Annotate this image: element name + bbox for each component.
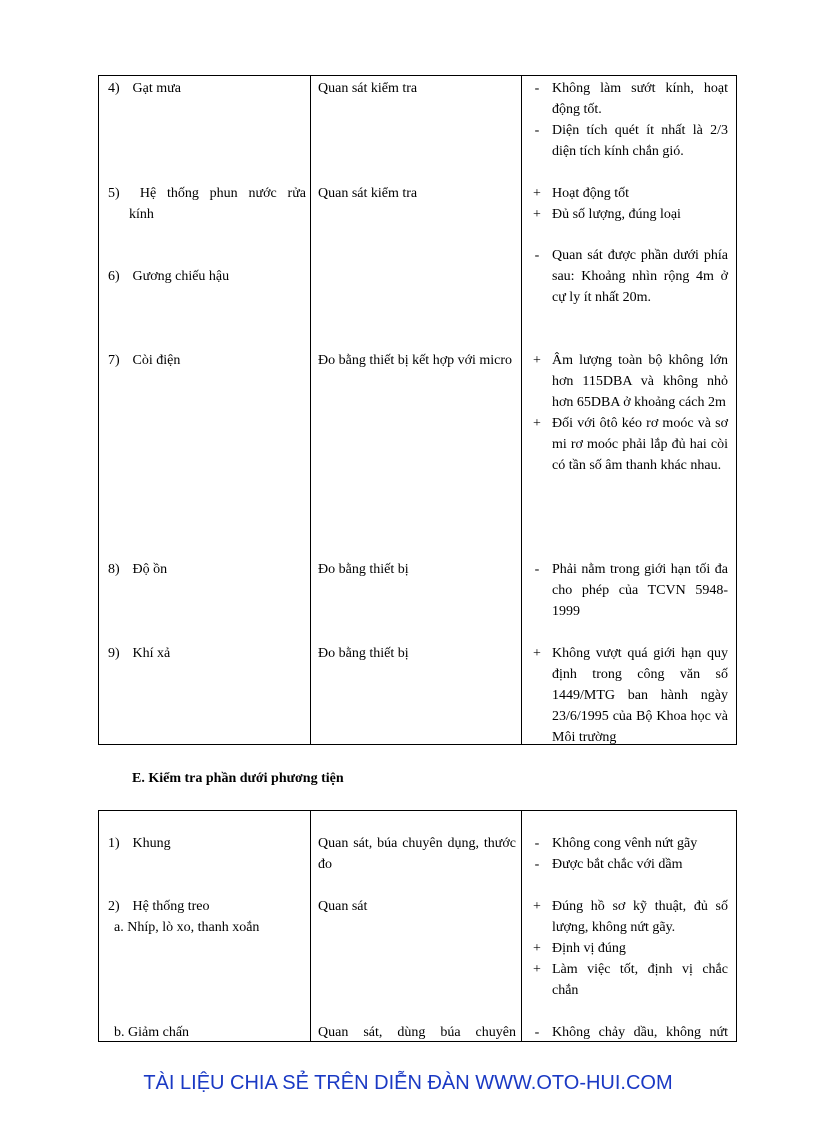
requirements-column <box>522 811 737 1042</box>
requirement-group: - Không chảy dầu, không nứt <box>534 1025 728 1040</box>
inspection-table-2 <box>98 810 737 1042</box>
table-row: 7) Còi điện <box>108 353 181 368</box>
footer-banner: TÀI LIỆU CHIA SẺ TRÊN DIỄN ĐÀN WWW.OTO-HUI.COM <box>143 1072 673 1094</box>
method-text: Đo bằng thiết bị kết hợp với micro <box>318 353 513 368</box>
requirements-column <box>522 76 737 745</box>
requirement-group: - Không làm sướt kính, hoạt động tốt. - Diện tích quét ít nhất là 2/3 diện tích kính chắn gió. <box>534 81 728 159</box>
requirement-group: + Đúng hồ sơ kỹ thuật, đủ số lượng, không nứt gãy. + Định vị đúng + Làm việc tốt, định vị chắc chắn <box>533 899 728 998</box>
sub-item: b. Giảm chấn <box>114 1025 190 1040</box>
items-column <box>99 811 311 1042</box>
table-row: 9) Khí xả <box>108 646 171 661</box>
requirement-group: - Phải nằm trong giới hạn tối đa cho phép của TCVN 5948-1999 <box>534 562 728 619</box>
inspection-table-1 <box>98 75 737 745</box>
requirement-group: + Hoạt động tốt + Đủ số lượng, đúng loại <box>533 186 681 222</box>
method-text: Quan sát kiểm tra <box>318 81 418 96</box>
table-row: 1) Khung <box>108 836 171 851</box>
method-text: Đo bằng thiết bị <box>318 646 409 661</box>
table-row-cont: kính <box>129 207 154 222</box>
sub-item: a. Nhíp, lò xo, thanh xoắn <box>114 920 260 935</box>
method-text: Quan sát <box>318 899 368 914</box>
table-row: 4) Gạt mưa <box>108 81 181 96</box>
methods-column <box>311 76 522 745</box>
requirement-group: + Âm lượng toàn bộ không lớn hơn 115DBA và không nhỏ hơn 65DBA ở khoảng cách 2m + Đối với ôtô kéo rơ moóc và sơ mi rơ moóc phải lắp đủ hai còi có tần số âm thanh khác nhau. <box>533 353 728 473</box>
method-text: Quan sát, búa chuyên dụng, thước đo <box>318 836 516 872</box>
requirement-group: + Không vượt quá giới hạn quy định trong công văn số 1449/MTG ban hành ngày 23/6/1995 của Bộ Khoa học và Môi trường <box>533 646 728 745</box>
method-text: Quan sát, dùng búa chuyên <box>318 1025 516 1040</box>
table-row: 8) Độ ồn <box>108 562 168 577</box>
table-row: 6) Gương chiếu hậu <box>108 269 230 284</box>
table-row: 2) Hệ thống treo <box>108 899 210 914</box>
items-column <box>99 76 311 745</box>
requirement-group: - Quan sát được phần dưới phía sau: Khoảng nhìn rộng 4m ở cự ly ít nhất 20m. <box>534 248 728 305</box>
method-text: Quan sát kiểm tra <box>318 186 418 201</box>
method-text: Đo bằng thiết bị <box>318 562 409 577</box>
methods-column <box>311 811 522 1042</box>
requirement-group: - Không cong vênh nứt gãy - Được bắt chắc với dầm <box>534 836 698 872</box>
table-row: 5) Hệ thống phun nước rửa <box>108 186 306 201</box>
section-heading: E. Kiểm tra phần dưới phương tiện <box>132 771 344 786</box>
